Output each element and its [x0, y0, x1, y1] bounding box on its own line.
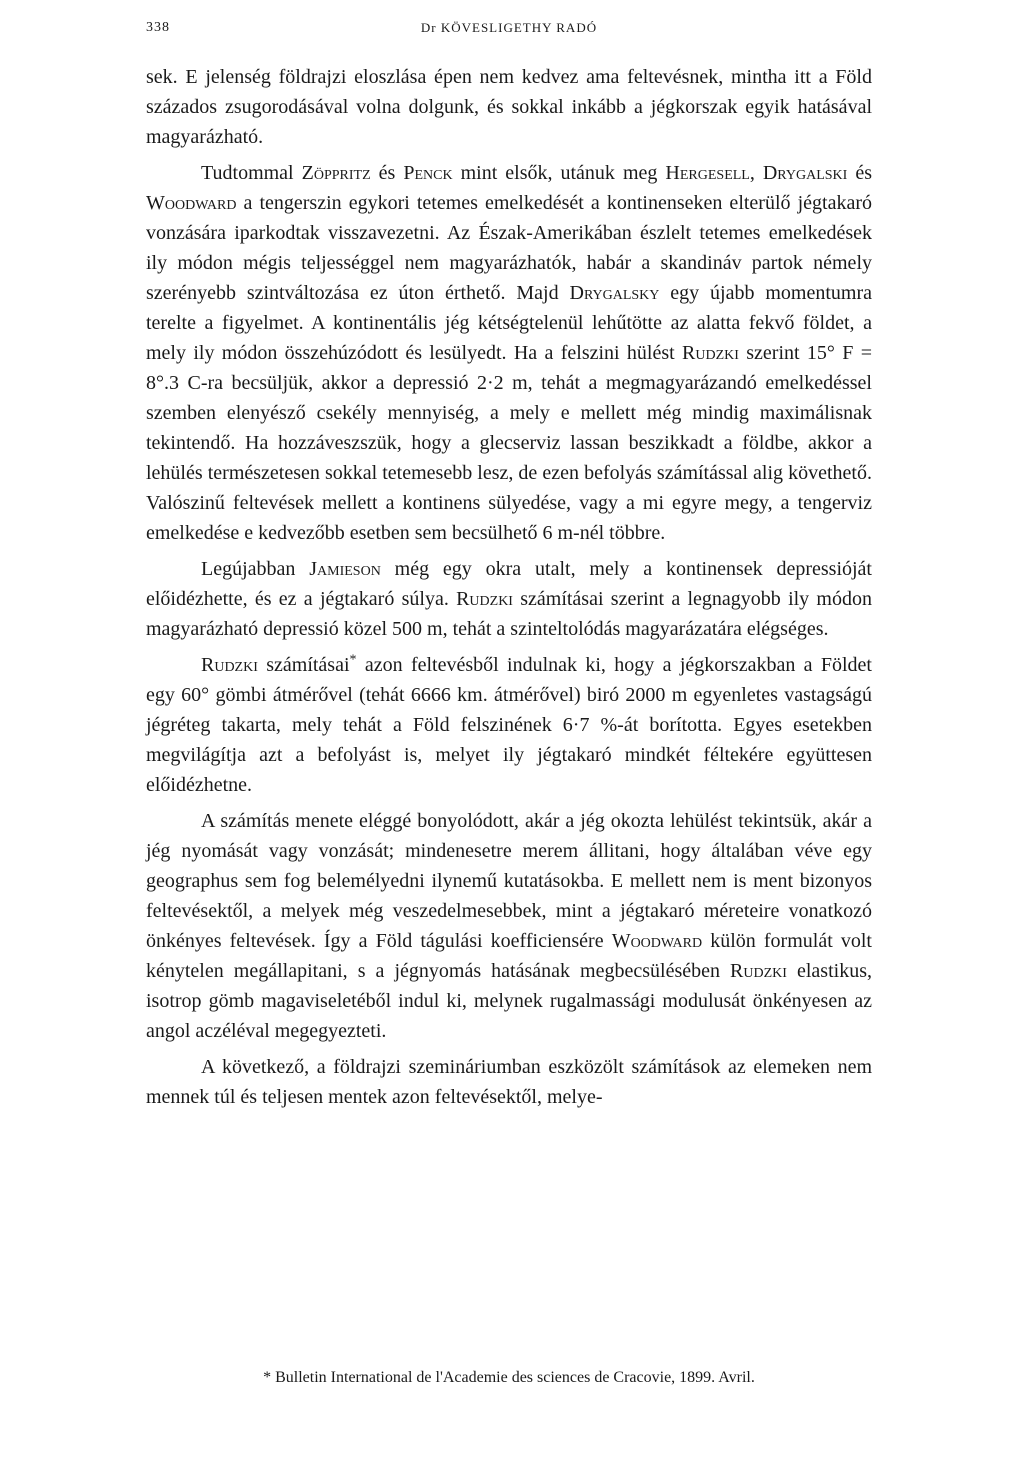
author-name: Zöppritz [301, 162, 371, 184]
text-run: és [847, 162, 872, 184]
text-run: egy újabb momentumra terelte a figyelmet. A kontinentális jég kétségtelenül lehűtötte az alatta fekvő földet, a mely ily módon összehúzódott és lesülyedt. Ha a felszini hülést [146, 282, 873, 364]
text-run: még egy okra utalt, mely a kontinensek depressióját előidézhette, és ez a jégtakaró súlya. [146, 558, 872, 610]
paragraph-2 [146, 158, 872, 548]
footnote: * Bulletin International de l'Academie des sciences de Cracovie, 1899. Avril. [263, 1369, 755, 1386]
text-run: a tengerszin egykori tetemes emelkedését a kontinenseken elterülő jégtakaró vonzására iparkodtak visszavezetni. Az Észak-Amerikában észlelt tetemes emelkedések ily módon mégis teljességgel nem magyarázhatók, habár a skandináv partok némely szerényebb szintváltozása ez úton érthető. Majd [146, 192, 872, 304]
author-name: Jamieson [309, 558, 381, 580]
text-run: , [749, 162, 763, 184]
running-head: Dr KÖVESLIGETHY RADÓ [420, 20, 598, 35]
text-run: szerint 15° F = 8°.3 C-ra becsüljük, akkor a depressió 2·2 m, tehát a megmagyarázandó emelkedéssel szemben elenyésző csekély mennyiség, a mely e mellett még mindig maximálisnak tekintendő. Ha hozzáveszszük, hogy a glecserviz lassan beszikkadt a földbe, akkor a lehülés természetesen sokkal tetemesebb lesz, de ezen befolyás számítással alig követhető. Valószinű feltevések mellett a kontinens sülyedése, vagy a mi egyre megy, a tengerviz emelkedése e kedvezőbb esetben sem becsülhető 6 m-nél többre. [146, 342, 872, 544]
author-name: Rudzki [201, 654, 258, 676]
paragraph-6: A következő, a földrajzi szemináriumban eszközölt számítások az elemeken nem mennek túl és teljesen mentek azon feltevésektől, melye- [146, 1056, 872, 1108]
author-name: Drygalski [762, 162, 848, 184]
author-name: Penck [403, 162, 453, 184]
author-name: Hergesell [665, 162, 750, 184]
author-name: Rudzki [682, 342, 739, 364]
footnote-marker: * [349, 652, 357, 668]
author-name: Drygalsky [569, 282, 660, 304]
author-name: Woodward [611, 930, 703, 952]
text-run: mint elsők, utánuk meg [452, 162, 666, 184]
text-run: azon feltevésből indulnak ki, hogy a jégkorszakban a Földet egy 60° gömbi átmérővel (tehát 6666 km. átmérővel) biró 2000 m egyenletes vastagságú jégréteg takarta, mely tehát a Föld felszinének 6·7 %-át borította. Egyes esetekben megvilágítja azt a befolyást is, melyet ily jégtakaró mindkét féltekére együttesen előidézhetne. [146, 654, 872, 796]
text-run: számításai szerint a legnagyobb ily módon magyarázható depressió közel 500 m, tehát a szinteltolódás magyarázatára elégséges. [146, 588, 872, 640]
paragraph-1: sek. E jelenség földrajzi eloszlása épen nem kedvez ama feltevésnek, mintha itt a Föld százados zsugorodásával volna dolgunk, és sokkal inkább a jégkorszak egyik hatásával magyarázható. [146, 66, 872, 148]
text-run: Tudtommal [201, 162, 302, 184]
text-run: és [370, 162, 404, 184]
paragraph-5 [146, 806, 872, 1046]
page-number: 338 [146, 20, 170, 35]
paragraph-4 [146, 650, 872, 800]
author-name: Woodward [146, 192, 237, 214]
paragraph-3 [146, 554, 872, 644]
text-run: elastikus, isotrop gömb magaviseletéből indul ki, melynek rugalmassági modulusát önkényesen az angol aczéléval megegyezteti. [146, 960, 872, 1042]
page-header [146, 20, 872, 50]
text-run: Legújabban [201, 558, 310, 580]
text-run: számításai [257, 654, 350, 676]
text-run: külön formulát volt kénytelen megállapitani, s a jégnyomás hatásának megbecsülésében [146, 930, 872, 982]
author-name: Rudzki [456, 588, 513, 610]
body-text [146, 62, 872, 1118]
author-name: Rudzki [730, 960, 787, 982]
text-run: A számítás menete eléggé bonyolódott, akár a jég okozta lehülést tekintsük, akár a jég nyomását vagy vonzását; mindenesetre merem állitani, hogy általában véve egy geographus sem fog belemélyedni ilynemű kutatásokba. E mellett nem is ment bizonyos feltevésektől, a melyek még veszedelmesebbek, mint a jégtakaró méreteire vonatkozó önkényes feltevések. Így a Föld tágulási koefficiensére [146, 810, 872, 952]
